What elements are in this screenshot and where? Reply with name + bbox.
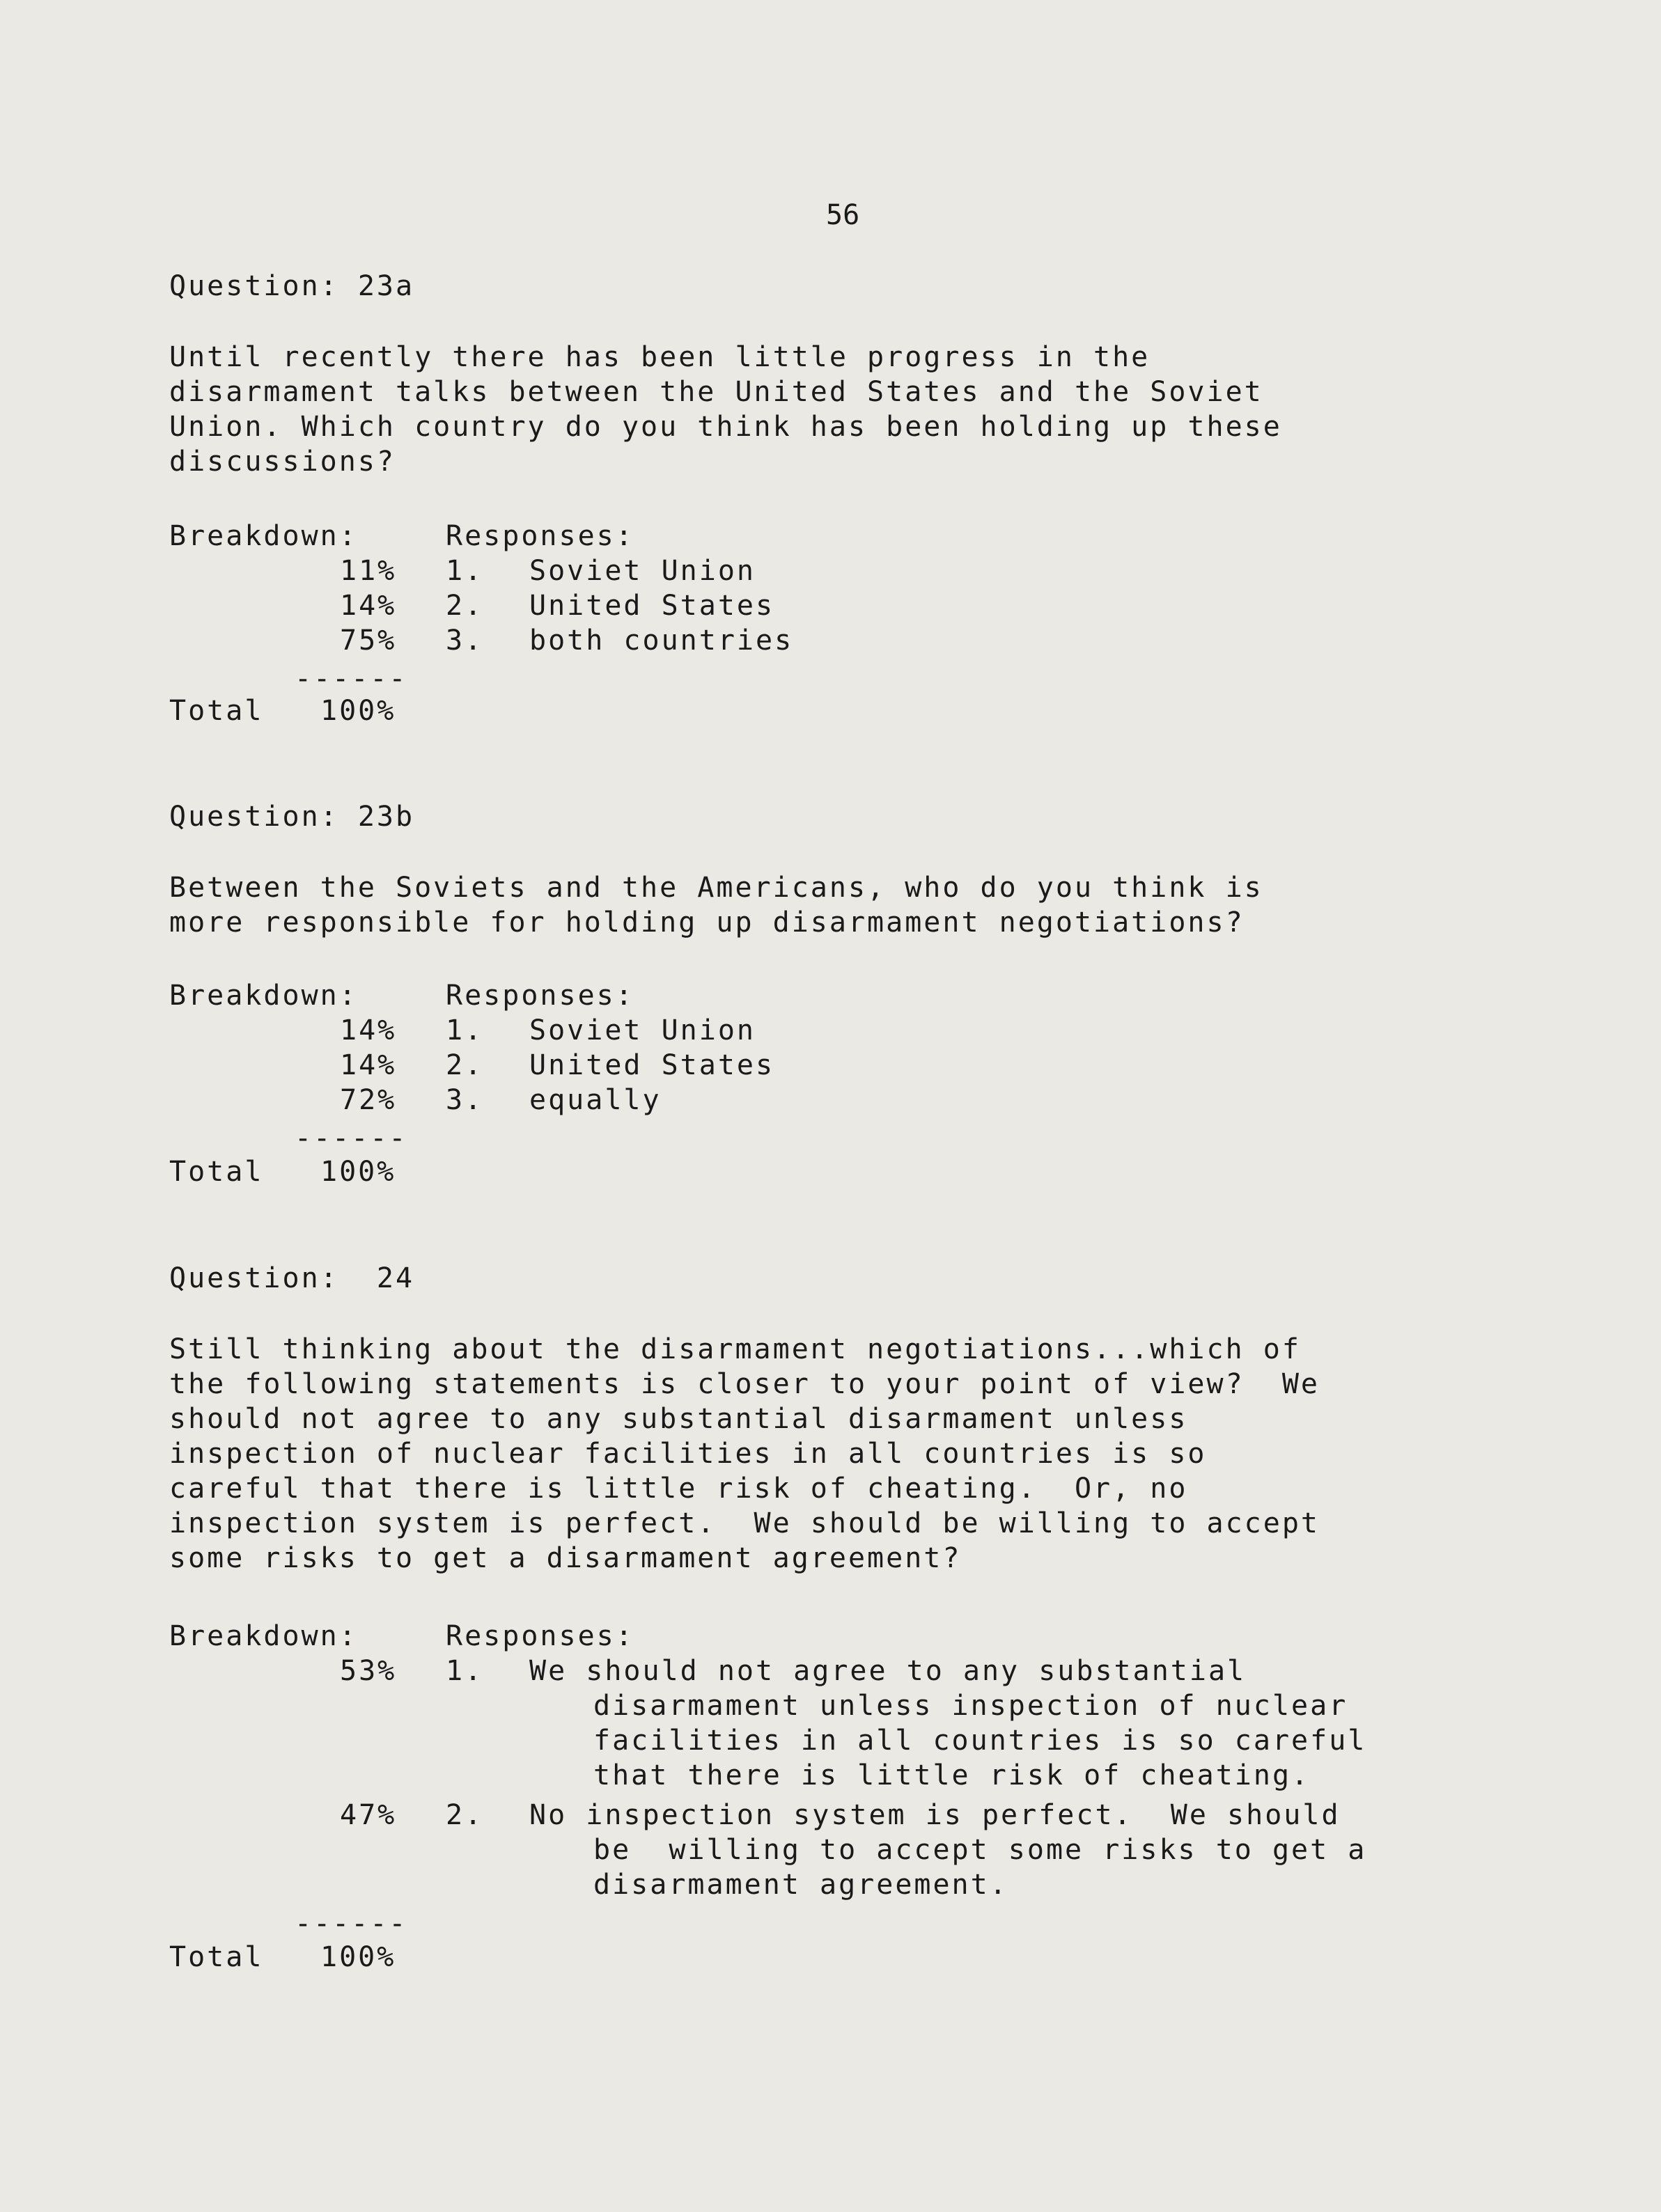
total-label: Total	[169, 695, 264, 727]
question-heading: Question: 24	[169, 1262, 415, 1294]
response-text: United States	[529, 590, 775, 622]
question-text-line: the following statements is closer to your point of view? We	[169, 1368, 1320, 1400]
response-percent: 14%	[340, 1014, 397, 1046]
total-label: Total	[169, 1156, 264, 1188]
response-number: 3.	[446, 625, 484, 657]
response-text: No inspection system is perfect. We should	[529, 1799, 1341, 1831]
page-number: 56	[826, 199, 860, 231]
question-text-line: inspection of nuclear facilities in all countries is so	[169, 1438, 1207, 1470]
question-text-line: careful that there is little risk of cheating. Or, no	[169, 1473, 1188, 1505]
total-rule: ------	[295, 1122, 408, 1154]
response-percent: 75%	[340, 625, 397, 657]
response-text: be willing to accept some risks to get a	[593, 1834, 1367, 1866]
total-value: 100%	[320, 695, 396, 727]
response-percent: 14%	[340, 590, 397, 622]
response-number: 3.	[446, 1084, 484, 1116]
response-text: Soviet Union	[529, 1014, 756, 1046]
question-text-line: some risks to get a disarmament agreement?	[169, 1542, 962, 1574]
response-text: facilities in all countries is so careful	[593, 1725, 1367, 1757]
breakdown-label: Breakdown:	[169, 980, 358, 1012]
question-text-line: Until recently there has been little progress in the	[169, 341, 1151, 373]
total-label: Total	[169, 1941, 264, 1973]
response-text: Soviet Union	[529, 555, 756, 587]
breakdown-label: Breakdown:	[169, 1620, 358, 1652]
response-text: United States	[529, 1049, 775, 1081]
response-number: 1.	[446, 1014, 484, 1046]
response-text: that there is little risk of cheating.	[593, 1759, 1311, 1791]
response-text: equally	[529, 1084, 662, 1116]
response-text: both countries	[529, 625, 794, 657]
total-rule: ------	[295, 1908, 408, 1940]
question-text-line: disarmament talks between the United States and the Soviet	[169, 376, 1263, 408]
total-value: 100%	[320, 1941, 396, 1973]
question-heading: Question: 23a	[169, 270, 415, 302]
question-text-line: inspection system is perfect. We should be willing to accept	[169, 1507, 1320, 1539]
responses-label: Responses:	[446, 980, 634, 1012]
question-text-line: more responsible for holding up disarmament negotiations?	[169, 907, 1245, 939]
response-percent: 14%	[340, 1049, 397, 1081]
question-text-line: Still thinking about the disarmament negotiations...which of	[169, 1333, 1301, 1365]
question-text-line: should not agree to any substantial disarmament unless	[169, 1403, 1188, 1435]
response-number: 1.	[446, 1655, 484, 1687]
response-percent: 72%	[340, 1084, 397, 1116]
question-text-line: discussions?	[169, 446, 396, 478]
response-text: We should not agree to any substantial	[529, 1655, 1247, 1687]
total-value: 100%	[320, 1156, 396, 1188]
response-number: 2.	[446, 590, 484, 622]
response-number: 1.	[446, 555, 484, 587]
question-text-line: Between the Soviets and the Americans, who do you think is	[169, 872, 1263, 904]
total-rule: ------	[295, 663, 408, 695]
breakdown-label: Breakdown:	[169, 520, 358, 552]
response-percent: 53%	[340, 1655, 397, 1687]
response-text: disarmament unless inspection of nuclear	[593, 1690, 1348, 1722]
response-text: disarmament agreement.	[593, 1869, 1008, 1901]
response-percent: 11%	[340, 555, 397, 587]
responses-label: Responses:	[446, 1620, 634, 1652]
response-number: 2.	[446, 1799, 484, 1831]
responses-label: Responses:	[446, 520, 634, 552]
response-number: 2.	[446, 1049, 484, 1081]
question-heading: Question: 23b	[169, 801, 415, 833]
question-text-line: Union. Which country do you think has been holding up these	[169, 411, 1282, 443]
response-percent: 47%	[340, 1799, 397, 1831]
